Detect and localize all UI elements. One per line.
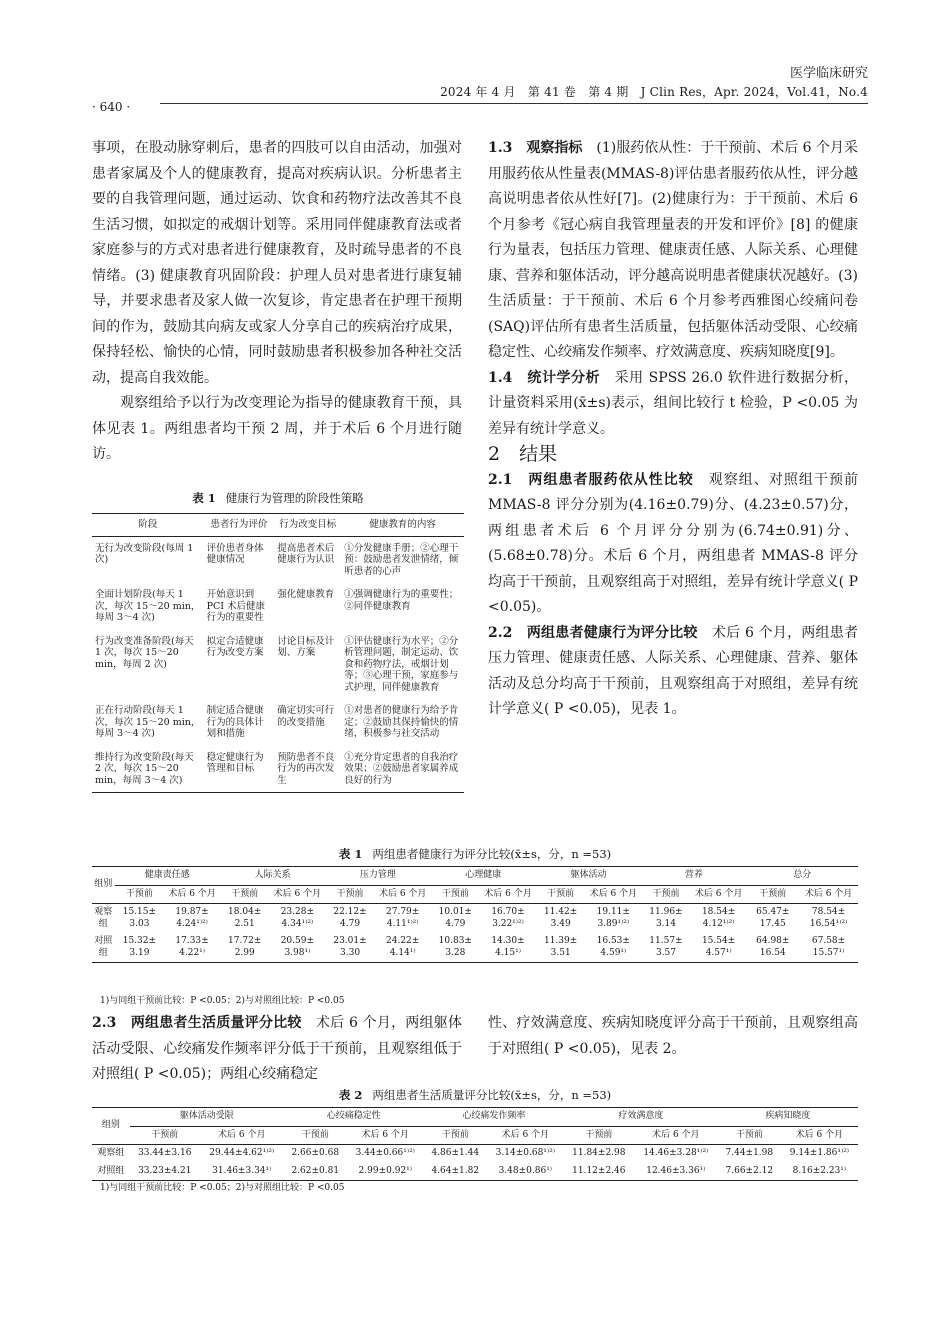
right-column <box>488 136 858 723</box>
table-cell: 14.46±3.28¹⁾²⁾ <box>643 1148 709 1158</box>
section-1-4-heading: 1.4 统计学分析 <box>488 369 601 386</box>
table-cell: 78.54± 16.54¹⁾²⁾ <box>809 907 848 929</box>
table-cell: 10.01± 4.79 <box>438 907 472 929</box>
section-1-3-heading: 1.3 观察指标 <box>488 140 583 156</box>
group-label: 组别 <box>92 867 115 904</box>
table-cell: 预防患者不良行为的再次发生 <box>274 746 341 793</box>
section-2-2-body: 术后 6 个月，两组患者压力管理、健康责任感、人际关系、心理健康、营养、躯体活动及总分均高于干预前，且观察组高于对照组，差异有统计学意义( P <0.05)，见表 1。 <box>488 624 858 717</box>
sub-header: 术后 6 个月 <box>164 885 220 904</box>
table-cell: 24.22± 4.14¹⁾ <box>375 933 431 963</box>
table-row <box>92 583 464 630</box>
journal-name: 医学临床研究 <box>789 66 868 81</box>
section-2-3-body-left: 术后 6 个月，两组躯体活动受限、心绞痛发作频率评分低于干预前，且观察组低于对照组( P <0.05)；两组心绞痛稳定 <box>92 1015 462 1082</box>
table-cell: 14.30± 4.15¹⁾ <box>480 933 536 963</box>
section-1-3-body: (1)服药依从性：于干预前、术后 6 个月采用服药依从性量表(MMAS-8)评估患者服药依从性，评分越高说明患者依从性好[7]。(2)健康行为：于干预前、术后 6 个月参考《冠心病自我管理量表的开发和评价》[8] 的健康行为量表，包括压力管理、健康责任感、人际关系、心理健康、营养和躯体活动，评分越高说明患者健康状况越好。(3)生活质量：于干预前、术后 6 个月参考西雅图心绞痛问卷(SAQ)评估所有患者生活质量，包括躯体活动受限、心绞痛稳定性、心绞痛发作频率、疗效满意度、疾病知晓度[9]。 <box>488 140 858 360</box>
table-cell: 7.44±1.98 <box>725 1148 774 1158</box>
sub-header: 术后 6 个月 <box>375 885 431 904</box>
sub-header: 术后 6 个月 <box>487 1126 564 1145</box>
table-header: 患者行为评价 <box>204 514 275 537</box>
issue-info: 2024 年 4 月 第 41 卷 第 4 期 J Clin Res，Apr. 2024，Vol.41，No.4 <box>440 85 868 99</box>
table1-caption: 表 1 健康行为管理的阶段性策略 <box>192 491 364 505</box>
table-cell: 4.86±1.44 <box>431 1148 480 1158</box>
section-2-3-heading: 2.3 两组患者生活质量评分比较 <box>92 1015 302 1031</box>
table-cell: 22.12± 4.79 <box>333 907 367 929</box>
sub-header: 干预前 <box>564 1126 634 1145</box>
row-label: 观察组 <box>94 907 113 929</box>
column-group: 疗效满意度 <box>564 1108 718 1127</box>
table-cell: 65.47± 17.45 <box>756 907 790 929</box>
table-cell: 2.66±0.68 <box>291 1148 340 1158</box>
table-cell: 15.32± 3.19 <box>115 933 165 963</box>
table-cell: 27.79± 4.11¹⁾²⁾ <box>386 907 420 929</box>
sub-header: 干预前 <box>536 885 586 904</box>
table-cell: 23.01± 3.30 <box>325 933 375 963</box>
sub-header: 干预前 <box>641 885 691 904</box>
table-cell: 67.58± 15.57¹⁾ <box>799 933 858 963</box>
table-cell: 16.70± 3.22¹⁾²⁾ <box>491 907 525 929</box>
column-group: 营养 <box>641 867 746 886</box>
table-cell: 18.54± 4.12¹⁾²⁾ <box>701 907 736 929</box>
column-group: 疾病知晓度 <box>718 1108 858 1127</box>
table-row <box>92 904 858 934</box>
table-cell: 拟定合适健康行为改变方案 <box>206 635 264 658</box>
sub-header: 术后 6 个月 <box>585 885 641 904</box>
health-behavior-table <box>92 866 858 963</box>
table-cell: 11.84±2.98 <box>572 1148 626 1158</box>
section-2-3-left <box>92 1011 462 1088</box>
table3-note: 1)与同组干预前比较：P <0.05；2)与对照组比较：P <0.05 <box>100 1183 345 1193</box>
table-cell: 7.66±2.12 <box>718 1163 781 1181</box>
table-cell: 23.28± 4.34¹⁾²⁾ <box>280 907 315 929</box>
table-cell: ①对患者的健康行为给予肯定；②鼓励其保持愉快的情绪，积极参与社交活动 <box>344 705 459 739</box>
table-cell: 11.12±2.46 <box>564 1163 634 1181</box>
table-cell: 17.33± 4.22¹⁾ <box>164 933 220 963</box>
section-2-1-body: 观察组、对照组干预前 MMAS-8 评分分别为(4.16±0.79)分、(4.23±0.57)分，两组患者术后 6 个月评分分别为(6.74±0.91)分、(5.68±0.78)分。术后 6 个月，两组患者 MMAS-8 评分均高于干预前，且观察组高于对照组，差异有统计学意义( P <0.05)。 <box>488 471 859 615</box>
table-cell: 19.87± 4.24¹⁾²⁾ <box>175 907 209 929</box>
sub-header: 术后 6 个月 <box>480 885 536 904</box>
column-group: 心绞痛稳定性 <box>284 1108 424 1127</box>
column-group: 躯体活动 <box>536 867 641 886</box>
column-group: 总分 <box>747 867 859 886</box>
table-cell: 33.44±3.16 <box>138 1148 192 1158</box>
sub-header: 术后 6 个月 <box>200 1126 284 1145</box>
left-column <box>92 136 462 468</box>
table-cell: 评价患者身体健康情况 <box>206 542 264 565</box>
sub-header: 干预前 <box>220 885 270 904</box>
strategy-table <box>92 513 464 793</box>
table-row <box>92 699 464 746</box>
table-cell: 制定适合健康行为的具体计划和措施 <box>206 705 264 739</box>
table2-note: 1)与同组干预前比较：P <0.05；2)与对照组比较：P <0.05 <box>100 996 345 1006</box>
table-cell: 行为改变准备阶段(每天 1 次，每次 15～20 min，每周 2 次) <box>95 635 194 670</box>
row-label: 对照组 <box>92 933 115 963</box>
table-cell: 8.16±2.23¹⁾ <box>781 1163 858 1181</box>
table-row <box>92 746 464 793</box>
table-cell: 31.46±3.34¹⁾ <box>200 1163 284 1181</box>
table-cell: 16.53± 4.59¹⁾ <box>585 933 641 963</box>
table-cell: 维持行为改变阶段(每天 2 次，每次 15～20 min，每周 3～4 次) <box>92 746 204 793</box>
table-cell: 11.39± 3.51 <box>536 933 586 963</box>
table-row <box>92 630 464 700</box>
table-cell: 15.54± 4.57¹⁾ <box>691 933 747 963</box>
page-number: · 640 · <box>92 100 131 114</box>
row-label: 观察组 <box>97 1148 125 1158</box>
table-row <box>92 536 464 583</box>
column-group: 躯体活动受限 <box>130 1108 284 1127</box>
table-row <box>92 933 858 963</box>
table-cell: 18.04± 2.51 <box>228 907 262 929</box>
table-cell: ①评估健康行为水平；②分析管理问题，制定运动、饮食和药物疗法，戒烟计划等；③心理干预，家庭参与式护理，同伴健康教育 <box>344 635 459 693</box>
table-cell: 20.59± 3.98¹⁾ <box>269 933 325 963</box>
sub-header: 术后 6 个月 <box>799 885 858 904</box>
table-cell: 29.44±4.62¹⁾²⁾ <box>209 1148 275 1158</box>
column-group: 人际关系 <box>220 867 325 886</box>
table-cell: 2.99±0.92¹⁾ <box>347 1163 424 1181</box>
sub-header: 术后 6 个月 <box>781 1126 858 1145</box>
sub-header: 干预前 <box>431 885 481 904</box>
section-2-3-right: 性、疗效满意度、疾病知晓度评分高于干预前，且观察组高于对照组( P <0.05)，见表 2。 <box>488 1015 858 1057</box>
section-2-1-heading: 2.1 两组患者服药依从性比较 <box>488 471 694 488</box>
header-rule <box>160 103 868 104</box>
column-group: 健康责任感 <box>115 867 220 886</box>
table-cell: 4.64±1.82 <box>424 1163 487 1181</box>
table-header: 阶段 <box>92 514 204 537</box>
sub-header: 干预前 <box>747 885 800 904</box>
table3-caption: 表 2 两组患者生活质量评分比较(x̄±s，分，n =53) <box>338 1088 612 1102</box>
table-cell: 3.44±0.66¹⁾²⁾ <box>355 1148 415 1158</box>
section-2-2-heading: 2.2 两组患者健康行为评分比较 <box>488 624 698 641</box>
table-cell: 11.42± 3.49 <box>543 907 578 929</box>
group-label: 组别 <box>92 1108 130 1145</box>
sub-header: 术后 6 个月 <box>269 885 325 904</box>
left-paragraph-1: 事项，在股动脉穿刺后，患者的四肢可以自由活动，加强对患者家属及个人的健康教育，提高对疾病认识。分析患者主要的自我管理问题，通过运动、饮食和药物疗法改善其不良生活习惯，如拟定的戒烟计划等。采用同伴健康教育法或者家庭参与的方式对患者进行健康教育，及时疏导患者的不良情绪。(3) 健康教育巩固阶段：护理人员对患者进行康复辅导，并要求患者及家人做一次复诊，肯定患者在护理干预期间的作为，鼓励其向病友或家人分享自己的疾病治疗成果，保持轻松、愉快的心情，同时鼓励患者积极参加各种社交活动，提高自我效能。 <box>92 140 462 386</box>
quality-of-life-table <box>92 1107 858 1181</box>
table2-caption: 表 1 两组患者健康行为评分比较(x̄±s，分，n =53) <box>338 847 612 861</box>
sub-header: 干预前 <box>424 1126 487 1145</box>
sub-header: 干预前 <box>115 885 165 904</box>
table-cell: 讨论目标及计划、方案 <box>277 635 335 658</box>
sub-header: 干预前 <box>325 885 375 904</box>
table-cell: ①充分肯定患者的自我治疗效果；②鼓励患者家属养成良好的行为 <box>341 746 464 793</box>
table-cell: 11.96± 3.14 <box>649 907 683 929</box>
sub-header: 术后 6 个月 <box>634 1126 718 1145</box>
table-cell: 12.46±3.36¹⁾ <box>634 1163 718 1181</box>
left-paragraph-2: 观察组给予以行为改变理论为指导的健康教育干预，具体见表 1。两组患者均干预 2 周，并于术后 6 个月进行随访。 <box>92 395 462 462</box>
table-header: 健康教育的内容 <box>341 514 464 537</box>
sub-header: 干预前 <box>130 1126 200 1145</box>
table-cell: 33.23±4.21 <box>130 1163 200 1181</box>
table-cell: 11.57± 3.57 <box>641 933 691 963</box>
table-cell: 64.98± 16.54 <box>747 933 800 963</box>
table-cell: 稳定健康行为管理和目标 <box>204 746 275 793</box>
table-cell: 开始意识到 PCI 术后健康行为的重要性 <box>206 589 266 623</box>
table-cell: 3.48±0.86¹⁾ <box>487 1163 564 1181</box>
table-cell: 强化健康教育 <box>277 589 335 600</box>
table-cell: 全面计划阶段(每天 1 次，每次 15～20 min，每周 3～4 次) <box>95 589 201 623</box>
table-row <box>92 1163 858 1181</box>
section-1-4-body: 采用 SPSS 26.0 软件进行数据分析，计量资料采用(x̄±s)表示，组间比较行 t 检验，P <0.05 为差异有统计学意义。 <box>488 369 859 437</box>
table-cell: 2.62±0.81 <box>284 1163 347 1181</box>
table-cell: 19.11± 3.89¹⁾²⁾ <box>596 907 630 929</box>
table-cell: 9.14±1.86¹⁾²⁾ <box>789 1148 850 1158</box>
row-label: 对照组 <box>92 1163 130 1181</box>
table-cell: 10.83± 3.28 <box>431 933 481 963</box>
sub-header: 干预前 <box>718 1126 781 1145</box>
table-cell: 确定切实可行的改变措施 <box>277 705 335 728</box>
column-group: 压力管理 <box>325 867 430 886</box>
table-cell: 3.14±0.68¹⁾²⁾ <box>495 1148 555 1158</box>
sub-header: 术后 6 个月 <box>347 1126 424 1145</box>
section-2-heading: 2 结果 <box>488 443 558 465</box>
table-cell: 正在行动阶段(每天 1 次，每次 15～20 min，每周 3～4 次) <box>95 705 201 739</box>
table-cell: 15.15± 3.03 <box>122 907 157 929</box>
table-cell: 17.72± 2.99 <box>220 933 270 963</box>
sub-header: 术后 6 个月 <box>691 885 747 904</box>
table-row <box>92 1145 858 1163</box>
column-group: 心绞痛发作频率 <box>424 1108 564 1127</box>
table-header: 行为改变目标 <box>274 514 341 537</box>
table-cell: ①分发健康手册；②心理干预：鼓励患者发泄情绪，倾听患者的心声 <box>344 542 459 577</box>
sub-header: 干预前 <box>284 1126 347 1145</box>
column-group: 心理健康 <box>431 867 536 886</box>
table-cell: 无行为改变阶段(每周 1 次) <box>95 542 194 565</box>
table-cell: ①强调健康行为的重要性；②同伴健康教育 <box>344 589 459 612</box>
table-cell: 提高患者术后健康行为认识 <box>277 542 335 565</box>
